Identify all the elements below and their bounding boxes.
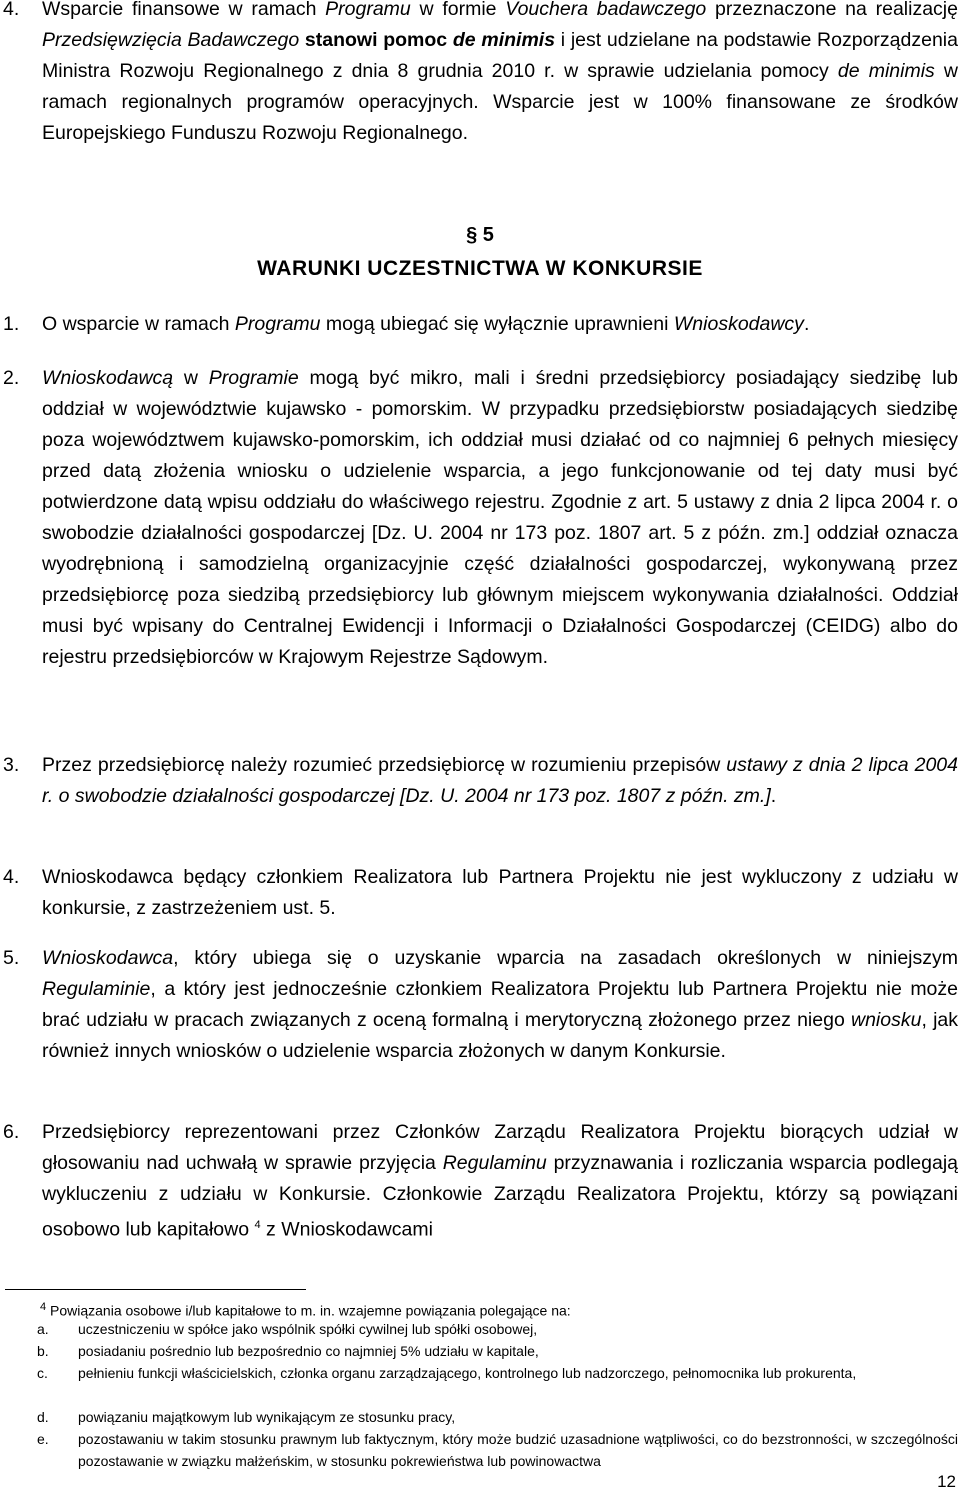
section-symbol: § 5 xyxy=(466,224,494,246)
footnote-entry-letter: c. xyxy=(37,1365,48,1381)
paragraph-1 xyxy=(3,309,958,340)
item-number: 5. xyxy=(3,947,20,969)
footnote-entry xyxy=(37,1340,958,1362)
item-text: Wnioskodawca będący członkiem Realizatora lub Partnera Projektu nie jest wykluczony z udziału w konkursie, z zastrzeżeniem ust. 5. xyxy=(42,866,958,919)
page-number: 12 xyxy=(937,1472,956,1491)
footnote-entry xyxy=(37,1318,958,1340)
paragraph-6 xyxy=(3,1117,958,1246)
item-text: Wsparcie finansowe w ramach Programu w formie Vouchera badawczego przeznaczone na realizację Przedsięwzięcia Badawczego stanowi pomoc de minimis i jest udzielane na podstawie Rozporządzenia Ministra Rozwoju Regionalnego z dnia 8 grudnia 2010 r. w sprawie udzielania pomocy de minimis w ramach regionalnych programów operacyjnych. Wsparcie jest w 100% finansowane ze środków Europejskiego Funduszu Rozwoju Regionalnego. xyxy=(42,0,959,144)
paragraph-3 xyxy=(3,750,958,812)
footnote-separator xyxy=(5,1289,306,1290)
footnote-entry xyxy=(37,1428,958,1472)
footnote-entry-letter: e. xyxy=(37,1431,49,1447)
item-text: O wsparcie w ramach Programu mogą ubiegać się wyłącznie uprawnieni Wnioskodawcy. xyxy=(42,313,810,335)
footnote-entry-letter: d. xyxy=(37,1409,49,1425)
item-number: 3. xyxy=(3,754,20,776)
item-number: 4. xyxy=(3,0,20,20)
item-number: 1. xyxy=(3,313,20,335)
item-text: Wnioskodawcą w Programie mogą być mikro, mali i średni przedsiębiorcy posiadający siedzibę lub oddział w województwie kujawsko - pomorskim. W przypadku przedsiębiorstw posiadających siedzibę poza województwem kujawsko-pomorskim, ich oddział musi działać od co najmniej 6 pełnych miesięcy przed datą złożenia wniosku o udzielenie wsparcia, a jego funkcjonowanie od tej daty musi być potwierdzone datą wpisu oddziału do właściwego rejestru. Zgodnie z art. 5 ustawy z dnia 2 lipca 2004 r. o swobodzie działalności gospodarczej [Dz. U. 2004 nr 173 poz. 1807 art. 5 z późn. zm.] oddział oznacza wyodrębnioną i samodzielną organizacyjnie część działalności gospodarczej, wykonywaną przez przedsiębiorcę poza siedzibą przedsiębiorcy lub głównym miejscem wykonywania działalności. Oddział musi być wpisany do Centralnej Ewidencji i Informacji o Działalności Gospodarczej (CEIDG) albo do rejestru przedsiębiorców w Krajowym Rejestrze Sądowym. xyxy=(42,367,958,668)
paragraph-4 xyxy=(3,862,958,924)
section-title: WARUNKI UCZESTNICTWA W KONKURSIE xyxy=(257,257,703,280)
item-number: 4. xyxy=(3,866,20,888)
footnote-entry-text: posiadaniu pośrednio lub bezpośrednio co najmniej 5% udziału w kapitale, xyxy=(78,1343,539,1359)
footnote-entry-text: powiązaniu majątkowym lub wynikającym ze stosunku pracy, xyxy=(78,1409,456,1425)
footnote-head-text: Powiązania osobowe i/lub kapitałowe to m. in. wzajemne powiązania polegające na: xyxy=(50,1302,571,1319)
footnote-entry-text: pełnieniu funkcji właścicielskich, członka organu zarządzającego, kontrolnego lub nadzorczego, pełnomocnika lub prokurenta, xyxy=(78,1365,857,1381)
paragraph-5 xyxy=(3,943,958,1067)
paragraph-4-support xyxy=(3,0,958,149)
footnote-entry-text: uczestniczeniu w spółce jako wspólnik spółki cywilnej lub spółki osobowej, xyxy=(78,1321,538,1337)
footnote-entry-letter: b. xyxy=(37,1343,49,1359)
item-text: Przedsiębiorcy reprezentowani przez Członków Zarządu Realizatora Projektu biorących udział w głosowaniu nad uchwałą w sprawie przyjęcia Regulaminu przyznawania i rozliczania wsparcia podlegają wykluczeniu z udziału w Konkursie. Członkowie Zarządu Realizatora Projektu, którzy są powiązani osobowo lub kapitałowo $^4$ z Wnioskodawcami xyxy=(42,1121,958,1241)
footnote-entry-text: pozostawaniu w takim stosunku prawnym lub faktycznym, który może budzić uzasadnione wątpliwości, co do bezstronności, w szczególności pozostawanie w związku małżeńskim, w stosunku pokrewieństwa lub powinowactwa xyxy=(78,1431,958,1469)
item-text: Przez przedsiębiorcę należy rozumieć przedsiębiorcę w rozumieniu przepisów ustawy z dnia 2 lipca 2004 r. o swobodzie działalności gospodarczej [Dz. U. 2004 nr 173 poz. 1807 z późn. zm.]. xyxy=(42,754,958,807)
paragraph-2 xyxy=(3,363,958,673)
item-text: Wnioskodawca, który ubiega się o uzyskanie wparcia na zasadach określonych w niniejszym Regulaminie, a który jest jednocześnie członkiem Realizatora Projektu lub Partnera Projektu nie może brać udziału w pracach związanych z oceną formalną i merytoryczną złożonego przez niego wniosku, jak również innych wniosków o udzielenie wsparcia złożonych w danym Konkursie. xyxy=(42,947,958,1062)
footnote-entry xyxy=(37,1406,958,1428)
footnote-entry xyxy=(37,1362,958,1384)
footnote-entry-letter: a. xyxy=(37,1321,49,1337)
item-number: 2. xyxy=(3,367,20,389)
item-number: 6. xyxy=(3,1121,20,1143)
footnote-marker: 4 xyxy=(40,1301,47,1313)
